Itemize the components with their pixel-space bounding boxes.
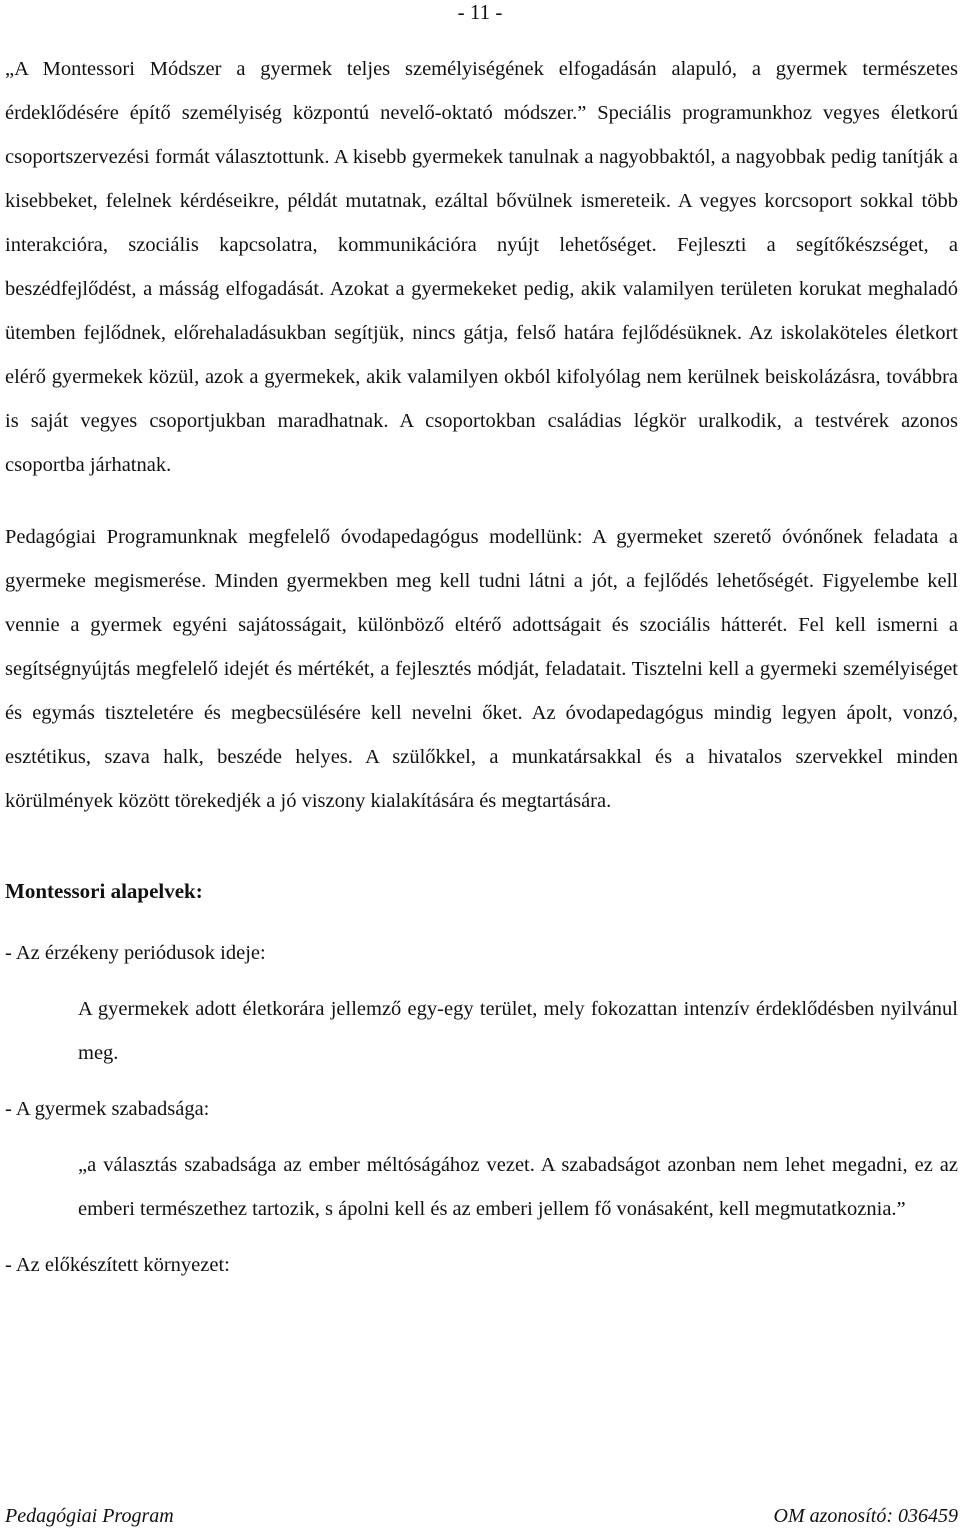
- principle-label-sensitive-periods: - Az érzékeny periódusok ideje:: [5, 942, 266, 964]
- paragraph-teacher-model: Pedagógiai Programunknak megfelelő óvodapedagógus modellünk: A gyermeket szerető óvónőnek feladata a gyermeke megismerése. Minden gyermekben meg kell tudni látni a jót, a fejlődés lehetőségét. Figyelembe kell vennie a gyermek egyéni sajátosságait, különböző eltérő adottságait és szociális hátterét. Fel kell ismerni a segítségnyújtás megfelelő idejét és mértékét, a fejlesztés módját, feladatait. Tisztelni kell a gyermeki személyiséget és egymás tiszteletére és megbecsülésére kell nevelni őket. Az óvodapedagógus mindig legyen ápolt, vonzó, esztétikus, szava halk, beszéde helyes. A szülőkkel, a munkatársakkal és a hivatalos szervekkel minden körülmények között törekedjék a jó viszony kialakítására és megtartására.: [5, 526, 958, 812]
- principle-label-freedom: - A gyermek szabadsága:: [5, 1098, 210, 1120]
- paragraph-montessori-intro: „A Montessori Módszer a gyermek teljes személyiségének elfogadásán alapuló, a gyermek természetes érdeklődésére építő személyiség központú nevelő-oktató módszer.” Speciális programunkhoz vegyes életkorú csoportszervezési formát választottunk. A kisebb gyermekek tanulnak a nagyobbaktól, a nagyobbak pedig tanítják a kisebbeket, felelnek kérdéseikre, példát mutatnak, ezáltal bővülnek ismereteik. A vegyes korcsoport sokkal több interakcióra, szociális kapcsolatra, kommunikációra nyújt lehetőséget. Fejleszti a segítőkészséget, a beszédfejlődést, a másság elfogadását. Azokat a gyermekeket pedig, akik valamilyen területen korukat meghaladó ütemben fejlődnek, előrehaladásukban segítjük, nincs gátja, felső határa fejlődésüknek. Az iskolaköteles életkort elérő gyermekek közül, azok a gyermekek, akik valamilyen okból kifolyólag nem kerülnek beiskolázásra, továbbra is saját vegyes csoportjukban maradhatnak. A csoportokban családias légkör uralkodik, a testvérek azonos csoportba járhatnak.: [5, 58, 958, 476]
- heading-spacer: [5, 851, 958, 869]
- principle-body-sensitive-periods: A gyermekek adott életkorára jellemző egy-egy terület, mely fokozattan intenzív érdeklődésben nyilvánul meg.: [78, 998, 958, 1064]
- paragraph-spacer: [5, 823, 958, 851]
- page-number: - 11 -: [457, 0, 503, 24]
- footer-program-name: Pedagógiai Program: [5, 1505, 174, 1527]
- paragraph-spacer: [5, 487, 958, 515]
- footer-om-id: OM azonosító: 036459: [773, 1505, 958, 1527]
- heading-spacer: [5, 913, 958, 931]
- principle-label-prepared-environment: - Az előkészített környezet:: [5, 1254, 230, 1276]
- list-spacer: [5, 1231, 958, 1243]
- list-spacer: [5, 1075, 958, 1087]
- page-footer: [5, 1503, 958, 1529]
- principle-body-freedom: „a választás szabadsága az ember méltóságához vezet. A szabadságot azonban nem lehet megadni, ez az emberi természethez tartozik, s ápolni kell és az emberi jellem fő vonásaként, kell megmutatkoznia.”: [78, 1154, 958, 1220]
- document-body: [5, 47, 958, 1287]
- list-spacer: [5, 1131, 958, 1143]
- section-heading: Montessori alapelvek:: [5, 879, 203, 903]
- list-spacer: [5, 975, 958, 987]
